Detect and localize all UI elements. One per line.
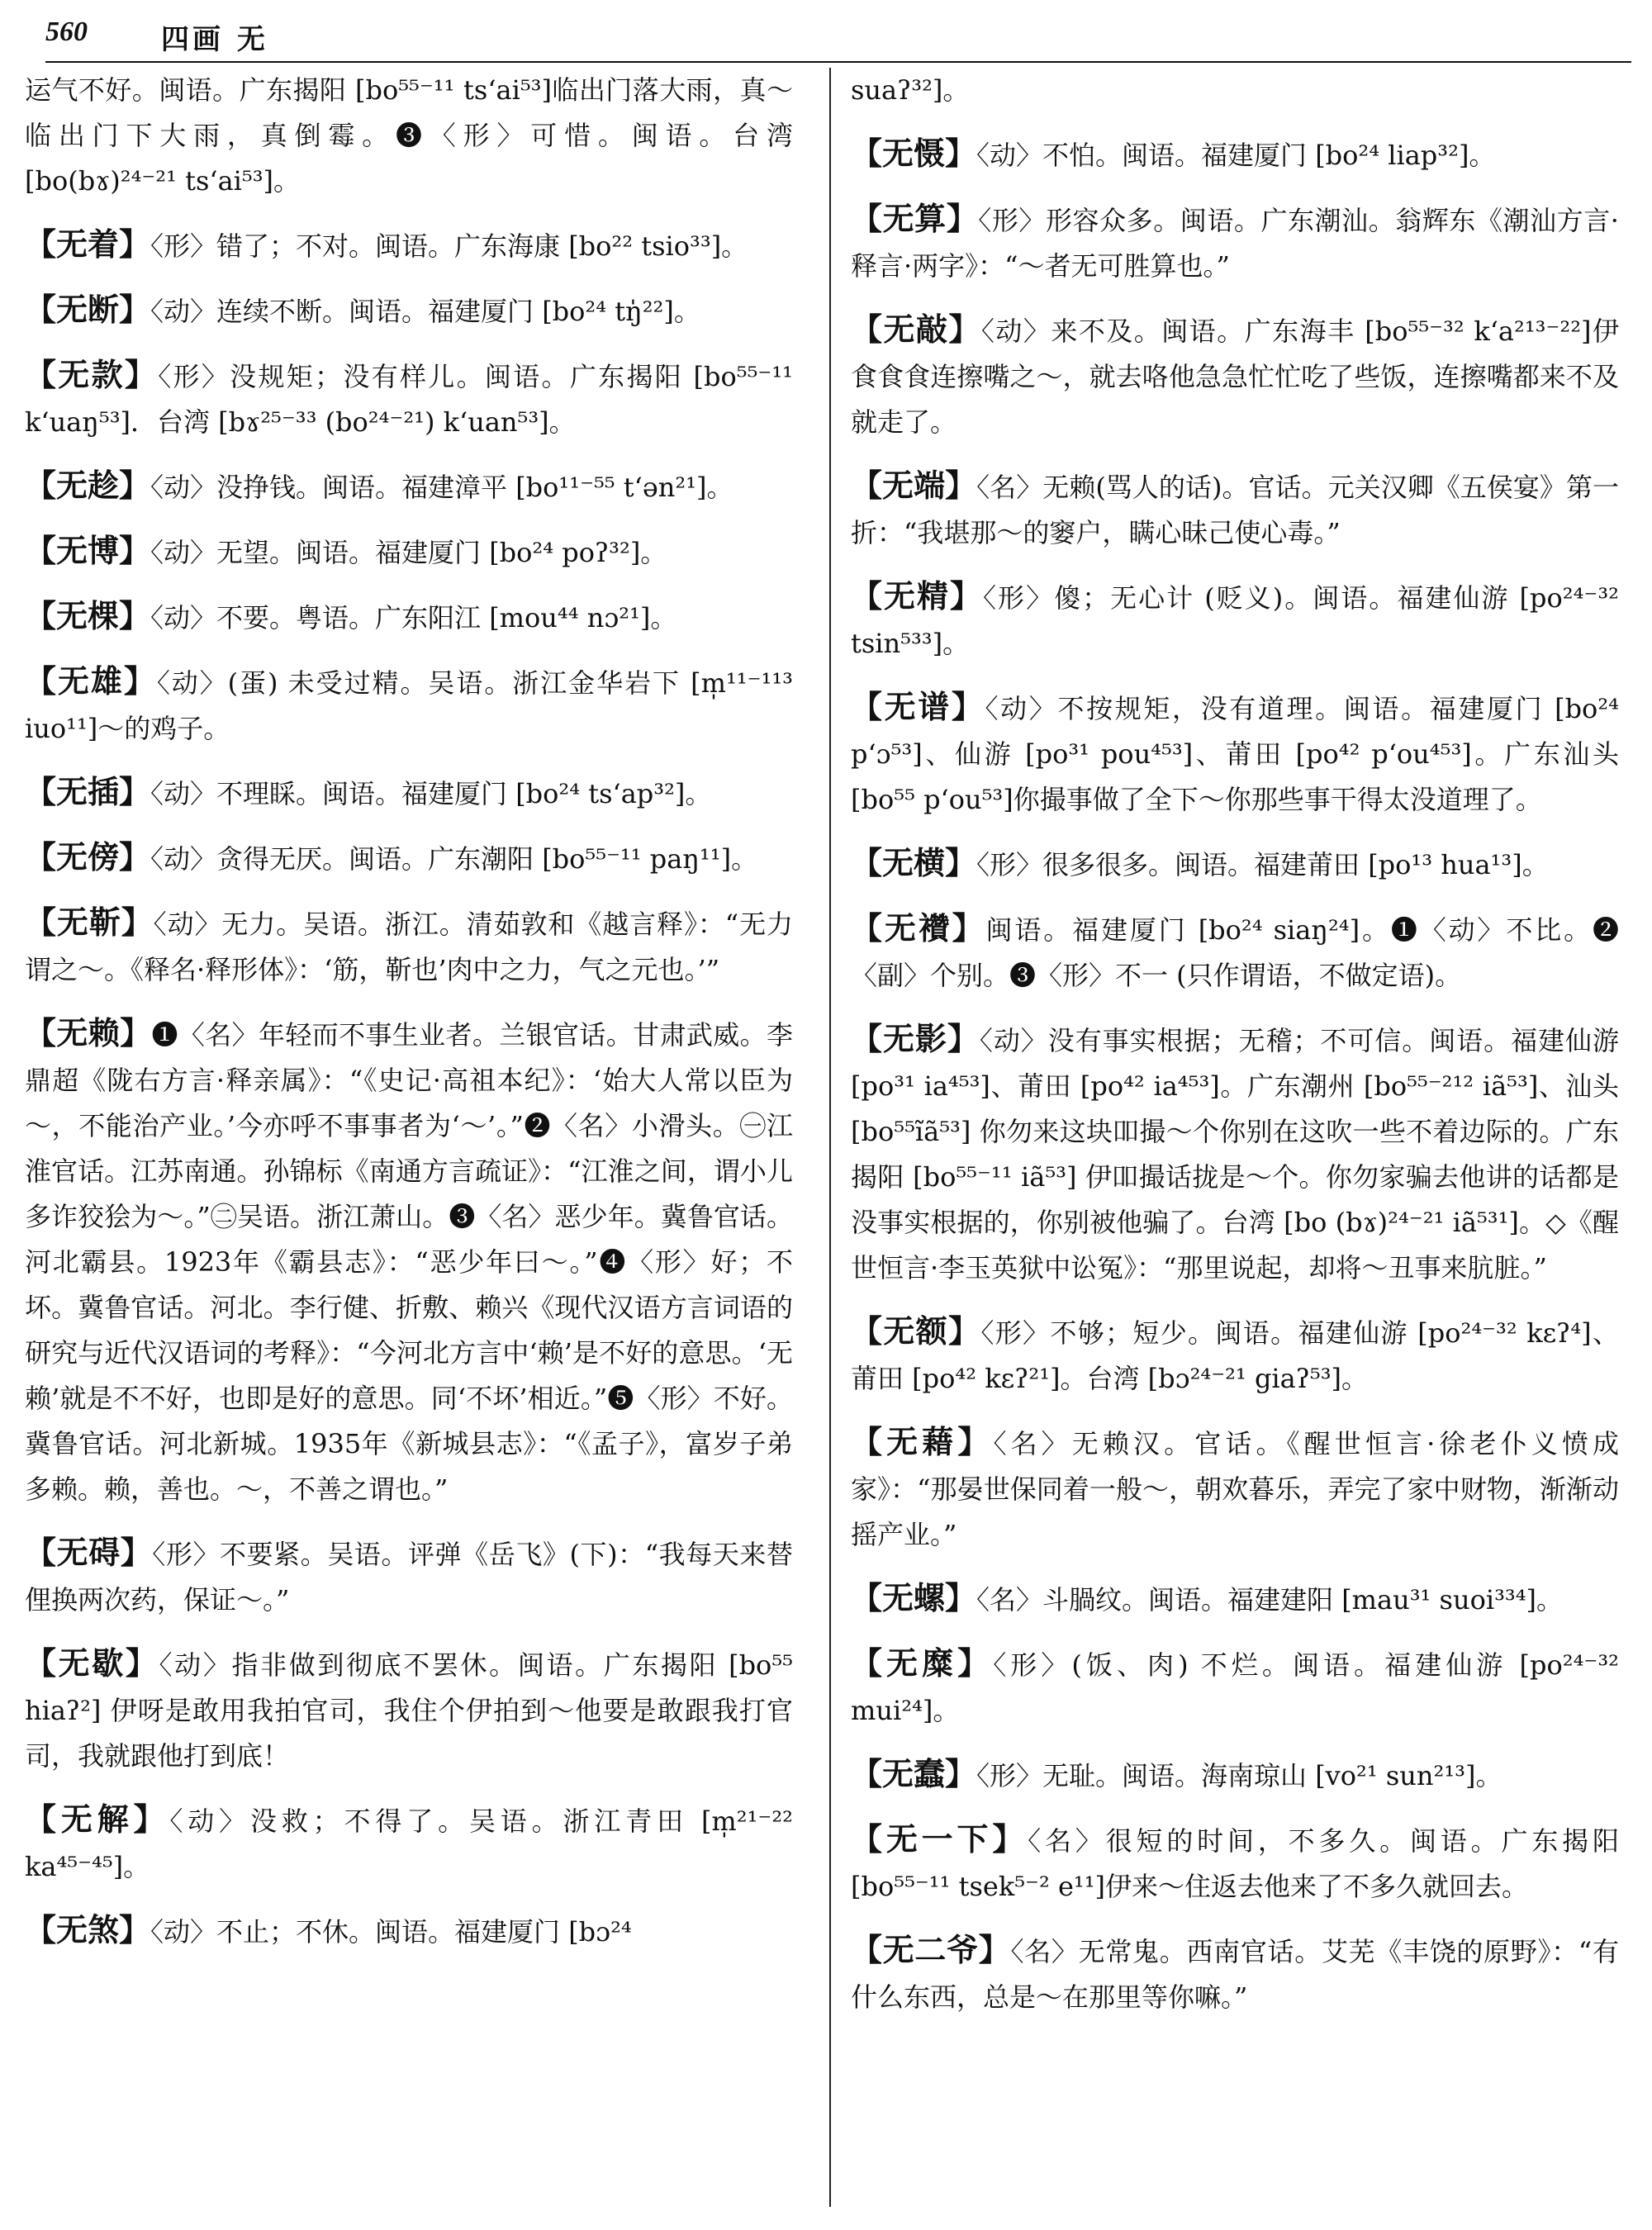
entry-headword: 【无煞】 bbox=[25, 1912, 151, 1948]
entry-headword: 【无算】 bbox=[851, 201, 979, 237]
dictionary-entry bbox=[851, 1817, 1619, 1910]
entry-headword: 【无敲】 bbox=[851, 311, 981, 348]
dictionary-entry bbox=[851, 197, 1619, 289]
dictionary-entry bbox=[851, 1420, 1619, 1558]
entry-definition: 〈动〉不要。粤语。广东阳江 [mou⁴⁴ nɔ²¹]。 bbox=[150, 602, 677, 633]
dictionary-entry bbox=[851, 906, 1619, 999]
dictionary-entry bbox=[851, 1752, 1619, 1799]
entry-headword: 【无藉】 bbox=[851, 1424, 994, 1460]
dictionary-entry bbox=[851, 1641, 1619, 1734]
entry-definition: 〈动〉没有事实根据；无稽；不可信。闽语。福建仙游 [po³¹ ia⁴⁵³]、莆田 [po⁴² ia⁴⁵³]。广东潮州 [bo⁵⁵⁻²¹² iã⁵³]、汕头 [bo⁵⁵ĩã⁵³] 你勿来这块吅撮～个你别在这吹一些不着边际的。广东揭阳 [bo⁵⁵⁻¹¹ iã⁵³] 伊吅撮话拢是～个。你勿家骗去他讲的话都是没事实根据的，你别被他骗了。台湾 [bo (bɤ)²⁴⁻²¹ iã⁵³¹]。◇《醒世恒言·李玉英狱中讼冤》：“那里说起，却将～丑事来肮脏。” bbox=[851, 1025, 1619, 1283]
entry-headword: 【无趁】 bbox=[25, 467, 151, 504]
dictionary-entry bbox=[25, 463, 793, 510]
entry-definition: 〈动〉(蛋) 未受过精。吴语。浙江金华岩下 [m̩¹¹⁻¹¹³ iuo¹¹]～的鸡子。 bbox=[25, 667, 793, 744]
dictionary-entry bbox=[25, 353, 793, 445]
entry-headword: 【无螺】 bbox=[851, 1580, 977, 1616]
entry-headword: 【无慑】 bbox=[851, 135, 977, 172]
dictionary-entry bbox=[25, 1011, 793, 1512]
dictionary-entry bbox=[25, 287, 793, 334]
dictionary-entry bbox=[25, 770, 793, 817]
dictionary-entry bbox=[25, 222, 793, 269]
entry-definition: ❶〈名〉年轻而不事生业者。兰银官话。甘肃武威。李鼎超《陇右方言·释亲属》：“《史记·高祖本纪》：‘始大人常以臣为～，不能治产业。’今亦呼不事事者为‘～’。”❷〈名〉小滑头。㊀江淮官话。江苏南通。孙锦标《南通方言疏证》：“江淮之间，谓小儿多诈狡狯为～。”㊁吴语。浙江萧山。❸〈名〉恶少年。冀鲁官话。河北霸县。1923年《霸县志》：“恶少年曰～。”❹〈形〉好；不坏。冀鲁官话。河北。李行健、折敷、赖兴《现代汉语方言词语的研究与近代汉语词的考释》：“今河北方言中‘赖’是不好的意思。‘无赖’就是不不好，也即是好的意思。同‘不坏’相近。”❺〈形〉不好。冀鲁官话。河北新城。1935年《新城县志》：“《孟子》，富岁子弟多赖。赖，善也。～，不善之谓也。” bbox=[25, 1019, 793, 1505]
entry-definition: 〈名〉无常鬼。西南官话。艾芜《丰饶的原野》：“有什么东西，总是～在那里等你嘛。” bbox=[851, 1936, 1619, 2013]
entry-headword: 【无精】 bbox=[851, 578, 984, 614]
entry-definition: 〈动〉不理睬。闽语。福建厦门 [bo²⁴ ts‘ap³²]。 bbox=[150, 778, 712, 809]
dictionary-entry bbox=[851, 463, 1619, 556]
entry-definition: 〈名〉无赖(骂人的话)。官话。元关汉卿《五侯宴》第一折：“我堪那～的窭户，瞒心昧己使心毒。” bbox=[851, 472, 1619, 548]
entry-headword: 【无横】 bbox=[851, 845, 977, 881]
entry-headword: 【无额】 bbox=[851, 1313, 981, 1350]
entry-definition: 〈形〉(饭、肉) 不烂。闽语。福建仙游 [po²⁴⁻³² mui²⁴]。 bbox=[851, 1649, 1619, 1726]
right-column bbox=[851, 68, 1619, 2215]
dictionary-entry bbox=[851, 574, 1619, 667]
dictionary-entry bbox=[25, 68, 793, 204]
entry-headword: 【无靳】 bbox=[25, 904, 154, 941]
entry-definition: 闽语。福建厦门 [bo²⁴ siaŋ²⁴]。❶〈动〉不比。❷〈副〉个别。❸〈形〉不一 (只作谓语，不做定语)。 bbox=[851, 914, 1619, 991]
entry-headword: 【无断】 bbox=[25, 292, 151, 328]
entry-headword: 【无蠢】 bbox=[851, 1756, 977, 1792]
entry-definition: suaʔ³²]。 bbox=[851, 74, 970, 106]
entry-definition: 〈动〉来不及。闽语。广东海丰 [bo⁵⁵⁻³² k‘a²¹³⁻²²]伊食食食连擦嘴之～，就去咯他急急忙忙吃了些饭，连擦嘴都来不及就走了。 bbox=[851, 316, 1619, 438]
entry-definition: 〈动〉指非做到彻底不罢休。闽语。广东揭阳 [bo⁵⁵ hiaʔ²] 伊呀是敢用我拍官司，我住个伊拍到～他要是敢跟我打官司，我就跟他打到底！ bbox=[25, 1649, 793, 1772]
header-rule bbox=[45, 61, 1631, 63]
entry-definition: 〈动〉无望。闽语。福建厦门 [bo²⁴ poʔ³²]。 bbox=[150, 537, 667, 568]
entry-headword: 【无一下】 bbox=[851, 1821, 1028, 1858]
page-number: 560 bbox=[45, 17, 88, 47]
entry-definition: 〈形〉无耻。闽语。海南琼山 [vo²¹ sun²¹³]。 bbox=[976, 1760, 1502, 1791]
entry-headword: 【无影】 bbox=[851, 1021, 980, 1057]
entry-definition: 〈名〉斗腡纹。闽语。福建建阳 [mau³¹ suoi³³⁴]。 bbox=[976, 1584, 1564, 1616]
entry-headword: 【无二爷】 bbox=[851, 1932, 1011, 1968]
dictionary-entry bbox=[851, 307, 1619, 445]
entry-definition: 〈动〉不按规矩，没有道理。闽语。福建厦门 [bo²⁴ p‘ɔ⁵³]、仙游 [po³¹ pou⁴⁵³]、莆田 [po⁴² p‘ou⁴⁵³]。广东汕头 [bo⁵⁵ p‘ou⁵³]你撮事做了全下～你那些事干得太没道理了。 bbox=[851, 693, 1619, 815]
entry-headword: 【无傍】 bbox=[25, 839, 151, 875]
left-column bbox=[25, 68, 793, 2215]
dictionary-entry bbox=[851, 1928, 1619, 2020]
dictionary-entry bbox=[25, 1641, 793, 1779]
entry-definition: 〈形〉傻；无心计 (贬义)。闽语。福建仙游 [po²⁴⁻³² tsin⁵³³]。 bbox=[851, 582, 1619, 659]
dictionary-entry bbox=[25, 1797, 793, 1890]
entry-definition: 〈名〉无赖汉。官话。《醒世恒言·徐老仆义愤成家》：“那晏世保同着一般～，朝欢暮乐，弄完了家中财物，渐渐动摇产业。” bbox=[851, 1428, 1619, 1550]
dictionary-entry bbox=[25, 594, 793, 641]
column-divider bbox=[829, 68, 831, 2207]
entry-definition: 〈动〉不止；不休。闽语。福建厦门 [bɔ²⁴ bbox=[150, 1916, 632, 1948]
entry-definition: 运气不好。闽语。广东揭阳 [bo⁵⁵⁻¹¹ ts‘ai⁵³]临出门落大雨，真～临出门下大雨，真倒霉。❸〈形〉可惜。闽语。台湾 [bo(bɤ)²⁴⁻²¹ ts‘ai⁵³]。 bbox=[25, 74, 793, 197]
entry-definition: 〈形〉错了；不对。闽语。广东海康 [bo²² tsio³³]。 bbox=[150, 230, 748, 262]
dictionary-entry bbox=[25, 900, 793, 993]
entry-definition: 〈形〉不要紧。吴语。评弹《岳飞》(下)：“我每天来替俚换两次药，保证～。” bbox=[25, 1539, 793, 1616]
entry-definition: 〈形〉很多很多。闽语。福建莆田 [po¹³ hua¹³]。 bbox=[976, 849, 1549, 880]
dictionary-entry bbox=[851, 131, 1619, 178]
dictionary-entry bbox=[25, 835, 793, 882]
entry-headword: 【无碍】 bbox=[25, 1535, 153, 1571]
entry-headword: 【无襸】 bbox=[851, 910, 986, 947]
entry-headword: 【无谱】 bbox=[851, 689, 985, 725]
entry-definition: 〈形〉形容众多。闽语。广东潮汕。翁辉东《潮汕方言·释言·两字》：“～者无可胜算也。” bbox=[851, 205, 1619, 282]
entry-headword: 【无解】 bbox=[25, 1801, 170, 1838]
entry-definition: 〈动〉贪得无厌。闽语。广东潮阳 [bo⁵⁵⁻¹¹ paŋ¹¹]。 bbox=[150, 843, 758, 875]
dictionary-entry bbox=[851, 841, 1619, 888]
entry-definition: 〈动〉没挣钱。闽语。福建漳平 [bo¹¹⁻⁵⁵ t‘ən²¹]。 bbox=[150, 472, 733, 503]
dictionary-entry bbox=[851, 68, 1619, 113]
entry-definition: 〈动〉连续不断。闽语。福建厦门 [bo²⁴ tŋ̍²²]。 bbox=[150, 296, 700, 327]
entry-headword: 【无歇】 bbox=[25, 1645, 159, 1682]
entry-headword: 【无赖】 bbox=[25, 1015, 152, 1051]
dictionary-entry bbox=[25, 1908, 793, 1955]
entry-headword: 【无插】 bbox=[25, 774, 151, 810]
page-header bbox=[45, 17, 1631, 63]
dictionary-entry bbox=[851, 685, 1619, 823]
entry-headword: 【无棵】 bbox=[25, 598, 151, 634]
entry-headword: 【无款】 bbox=[25, 357, 159, 393]
entry-definition: 〈动〉没救；不得了。吴语。浙江青田 [m̩²¹⁻²² ka⁴⁵⁻⁴⁵]。 bbox=[25, 1805, 793, 1882]
section-title: 四画 无 bbox=[161, 23, 268, 56]
entry-definition: 〈名〉很短的时间，不多久。闽语。广东揭阳 [bo⁵⁵⁻¹¹ tsek⁵⁻² e¹¹]伊来～住返去他来了不多久就回去。 bbox=[851, 1825, 1619, 1902]
entry-definition: 〈动〉不怕。闽语。福建厦门 [bo²⁴ liap³²]。 bbox=[976, 140, 1496, 171]
entry-headword: 【无着】 bbox=[25, 226, 151, 263]
dictionary-entry bbox=[25, 1530, 793, 1623]
dictionary-entry bbox=[851, 1017, 1619, 1291]
dictionary-entry bbox=[25, 659, 793, 752]
dictionary-entry bbox=[851, 1576, 1619, 1623]
entry-definition: 〈动〉无力。吴语。浙江。清茹敦和《越言释》：“无力谓之～。《释名·释形体》：‘筋，靳也’肉中之力，气之元也。’” bbox=[25, 909, 793, 985]
entry-headword: 【无博】 bbox=[25, 533, 151, 569]
entry-definition: 〈形〉没规矩；没有样儿。闽语。广东揭阳 [bo⁵⁵⁻¹¹ k‘uaŋ⁵³]．台湾 [bɤ²⁵⁻³³ (bo²⁴⁻²¹) k‘uan⁵³]。 bbox=[25, 361, 793, 438]
entry-headword: 【无雄】 bbox=[25, 663, 157, 700]
entry-headword: 【无端】 bbox=[851, 467, 977, 504]
dictionary-entry bbox=[25, 529, 793, 576]
entry-definition: 〈形〉不够；短少。闽语。福建仙游 [po²⁴⁻³² kɛʔ⁴]、莆田 [po⁴² kɛʔ²¹]。台湾 [bɔ²⁴⁻²¹ giaʔ⁵³]。 bbox=[851, 1317, 1619, 1394]
dictionary-entry bbox=[851, 1309, 1619, 1402]
entry-headword: 【无糜】 bbox=[851, 1645, 994, 1682]
